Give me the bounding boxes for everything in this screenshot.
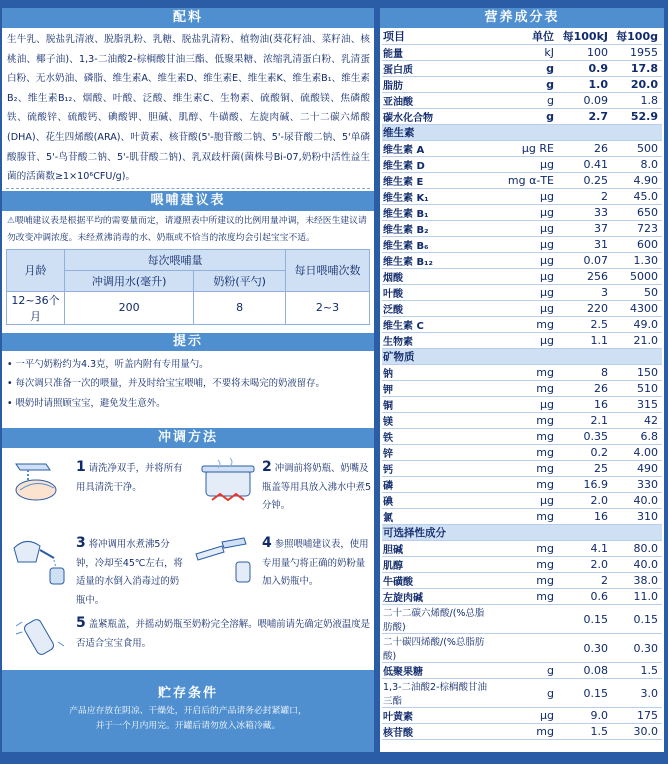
nutrient-unit: mg xyxy=(490,365,560,381)
value-per-100kj: 4.1 xyxy=(560,541,612,557)
optional-section xyxy=(382,525,662,541)
value-per-100g: 0.15 xyxy=(612,605,662,634)
value-per-100kj: 0.15 xyxy=(560,679,612,708)
value-per-100g: 52.9 xyxy=(612,109,662,125)
nutrient-name: 钠 xyxy=(382,365,490,381)
feeding-note xyxy=(2,211,374,249)
nutrient-unit: μg xyxy=(490,237,560,253)
nutrient-name: 维生素 K₁ xyxy=(382,189,490,205)
value-per-100g: 330 xyxy=(612,477,662,493)
value-per-100kj: 25 xyxy=(560,461,612,477)
value-per-100kj: 1.5 xyxy=(560,724,612,740)
value-per-100kj: 37 xyxy=(560,221,612,237)
nutrient-name: 维生素 C xyxy=(382,317,490,333)
nutrient-unit: μg xyxy=(490,285,560,301)
nutrient-name: 磷 xyxy=(382,477,490,493)
value-per-100kj: 256 xyxy=(560,269,612,285)
nutrient-name: 牛磺酸 xyxy=(382,573,490,589)
nutrient-name: 胆碱 xyxy=(382,541,490,557)
nutrition-row xyxy=(382,141,662,157)
value-per-100kj: 16 xyxy=(560,397,612,413)
value-per-100g: 20.0 xyxy=(612,77,662,93)
nutrient-name: 铜 xyxy=(382,397,490,413)
nutrient-name: 维生素 B₁₂ xyxy=(382,253,490,269)
divider xyxy=(6,188,370,189)
nutrient-name: 钙 xyxy=(382,461,490,477)
nutrition-row xyxy=(382,429,662,445)
row-age: 12~36个月 xyxy=(7,291,65,324)
nutrient-unit: μg xyxy=(490,221,560,237)
nutrition-row xyxy=(382,45,662,61)
value-per-100kj: 0.15 xyxy=(560,605,612,634)
value-per-100kj: 0.30 xyxy=(560,634,612,663)
value-per-100kj: 0.09 xyxy=(560,93,612,109)
value-per-100g: 600 xyxy=(612,237,662,253)
value-per-100g: 8.0 xyxy=(612,157,662,173)
measuring-scoop-icon xyxy=(192,532,260,586)
left-panel xyxy=(2,8,374,752)
nutrient-unit: kJ xyxy=(490,45,560,61)
value-per-100kj: 0.2 xyxy=(560,445,612,461)
hand-washing-icon xyxy=(6,456,74,504)
nutrition-row xyxy=(382,605,662,634)
value-per-100g: 500 xyxy=(612,141,662,157)
value-per-100kj: 2 xyxy=(560,189,612,205)
nutrition-row xyxy=(382,573,662,589)
value-per-100g: 1.30 xyxy=(612,253,662,269)
ingredients-heading: 配料 xyxy=(2,8,374,28)
value-per-100g: 3.0 xyxy=(612,679,662,708)
value-per-100kj: 26 xyxy=(560,381,612,397)
nutrient-name: 左旋肉碱 xyxy=(382,589,490,605)
tips-list xyxy=(2,351,374,414)
nutrition-row xyxy=(382,317,662,333)
feeding-heading: 喂哺建议表 xyxy=(2,191,374,211)
nutrition-row xyxy=(382,253,662,269)
value-per-100g: 42 xyxy=(612,413,662,429)
nutrition-row xyxy=(382,93,662,109)
nutrient-unit: g xyxy=(490,679,560,708)
nutrition-header-row xyxy=(382,28,662,45)
nutrition-row xyxy=(382,413,662,429)
tip-item: • 每次调只准备一次的喂量，并及时给宝宝喂哺，不要将未喝完的奶液留存。 xyxy=(7,374,370,394)
nutrition-row xyxy=(382,634,662,663)
value-per-100kj: 8 xyxy=(560,365,612,381)
row-daily: 2~3 xyxy=(286,291,370,324)
vitamins-section-label: 维生素 xyxy=(382,125,662,141)
nutrient-name: 叶酸 xyxy=(382,285,490,301)
nutrition-row xyxy=(382,445,662,461)
value-per-100g: 315 xyxy=(612,397,662,413)
header-age: 月龄 xyxy=(7,249,65,291)
value-per-100kj: 2.5 xyxy=(560,317,612,333)
row-powder: 8 xyxy=(194,291,286,324)
nutrition-row xyxy=(382,189,662,205)
value-per-100kj: 2.0 xyxy=(560,493,612,509)
value-per-100g: 5000 xyxy=(612,269,662,285)
nutrition-row xyxy=(382,285,662,301)
nutrition-row xyxy=(382,557,662,573)
nutrition-row xyxy=(382,724,662,740)
nutrient-name: 脂肪 xyxy=(382,77,490,93)
header-powder: 奶粉(平勺) xyxy=(194,270,286,291)
nutrition-row xyxy=(382,663,662,679)
nutrient-unit: g xyxy=(490,93,560,109)
minerals-section-label: 矿物质 xyxy=(382,349,662,365)
nutrition-row xyxy=(382,708,662,724)
nutrient-name: 亚油酸 xyxy=(382,93,490,109)
value-per-100kj: 16 xyxy=(560,509,612,525)
nutrient-name: 1,3-二油酸2-棕榈酸甘油三酯 xyxy=(382,679,490,708)
nutrition-row xyxy=(382,477,662,493)
storage-line-1: 产品应存放在阴凉、干燥处，开启后的产品请务必封紧罐口， xyxy=(69,706,307,716)
value-per-100kj: 2.0 xyxy=(560,557,612,573)
nutrient-name: 泛酸 xyxy=(382,301,490,317)
nutrient-unit: mg xyxy=(490,557,560,573)
nutrient-unit: μg xyxy=(490,269,560,285)
header-per-feed: 每次喂哺量 xyxy=(65,249,286,270)
nutrition-row xyxy=(382,541,662,557)
nutrition-row xyxy=(382,333,662,349)
nutrition-row xyxy=(382,269,662,285)
value-per-100g: 4.90 xyxy=(612,173,662,189)
storage-title: 贮存条件 xyxy=(157,686,218,701)
nutrient-name: 蛋白质 xyxy=(382,61,490,77)
value-per-100kj: 100 xyxy=(560,45,612,61)
nutrient-unit: mg xyxy=(490,413,560,429)
value-per-100kj: 33 xyxy=(560,205,612,221)
value-per-100kj: 31 xyxy=(560,237,612,253)
nutrient-name: 维生素 E xyxy=(382,173,490,189)
nutrient-unit: μg xyxy=(490,397,560,413)
feeding-note-text: 喂哺建议表是根据平均的需要量而定，请遵照表中所建议的比例用量冲调，未经医生建议请勿改变冲调浓度。未经煮沸消毒的水、奶瓶或不恰当的浓度均会引起宝宝不适。 xyxy=(7,215,367,243)
nutrition-row xyxy=(382,109,662,125)
nutrient-name: 铁 xyxy=(382,429,490,445)
value-per-100g: 723 xyxy=(612,221,662,237)
value-per-100g: 21.0 xyxy=(612,333,662,349)
nutrient-name: 镁 xyxy=(382,413,490,429)
feeding-table xyxy=(6,249,370,325)
value-per-100g: 50 xyxy=(612,285,662,301)
value-per-100g: 11.0 xyxy=(612,589,662,605)
prep-step-2: 2 冲调前将奶瓶、奶嘴及瓶盖等用具放入沸水中煮5分钟。 xyxy=(262,459,372,511)
nutrient-name: 维生素 B₆ xyxy=(382,237,490,253)
nutrient-unit: g xyxy=(490,61,560,77)
value-per-100kj: 每100kJ xyxy=(560,28,612,45)
value-per-100kj: 2 xyxy=(560,573,612,589)
value-per-100kj: 3 xyxy=(560,285,612,301)
value-per-100g: 40.0 xyxy=(612,493,662,509)
value-per-100g: 每100g xyxy=(612,28,662,45)
nutrient-name: 碳水化合物 xyxy=(382,109,490,125)
nutrient-unit: μg xyxy=(490,301,560,317)
value-per-100g: 4300 xyxy=(612,301,662,317)
value-per-100kj: 1.0 xyxy=(560,77,612,93)
nutrition-row xyxy=(382,381,662,397)
value-per-100g: 490 xyxy=(612,461,662,477)
shaking-bottle-icon xyxy=(12,612,74,662)
value-per-100kj: 0.6 xyxy=(560,589,612,605)
nutrient-unit: μg RE xyxy=(490,141,560,157)
nutrient-unit: μg xyxy=(490,157,560,173)
value-per-100g: 175 xyxy=(612,708,662,724)
value-per-100g: 510 xyxy=(612,381,662,397)
value-per-100kj: 0.41 xyxy=(560,157,612,173)
nutrient-unit xyxy=(490,634,560,663)
value-per-100g: 1955 xyxy=(612,45,662,61)
nutrient-unit: mg xyxy=(490,724,560,740)
header-water: 冲调用水(毫升) xyxy=(65,270,194,291)
nutrient-name: 烟酸 xyxy=(382,269,490,285)
value-per-100g: 4.00 xyxy=(612,445,662,461)
nutrient-name: 碘 xyxy=(382,493,490,509)
nutrient-unit: mg xyxy=(490,541,560,557)
nutrition-table xyxy=(382,28,662,740)
nutrition-panel xyxy=(380,8,664,752)
value-per-100kj: 16.9 xyxy=(560,477,612,493)
value-per-100g: 6.8 xyxy=(612,429,662,445)
nutrition-row xyxy=(382,509,662,525)
nutrient-name: 叶黄素 xyxy=(382,708,490,724)
nutrient-name: 肌醇 xyxy=(382,557,490,573)
nutrition-row xyxy=(382,237,662,253)
row-water: 200 xyxy=(65,291,194,324)
nutrient-unit: μg xyxy=(490,189,560,205)
nutrient-unit: mg xyxy=(490,381,560,397)
optional-section-label: 可选择性成分 xyxy=(382,525,662,541)
nutrient-unit xyxy=(490,605,560,634)
nutrient-unit: μg xyxy=(490,205,560,221)
nutrient-unit: mg xyxy=(490,509,560,525)
prep-step-1: 1 请洗净双手，并将所有用具清洗干净。 xyxy=(76,459,183,493)
value-per-100kj: 2.7 xyxy=(560,109,612,125)
value-per-100g: 49.0 xyxy=(612,317,662,333)
nutrient-name: 能量 xyxy=(382,45,490,61)
boiling-pot-icon xyxy=(198,456,262,506)
nutrient-name: 维生素 B₂ xyxy=(382,221,490,237)
nutrient-name: 维生素 A xyxy=(382,141,490,157)
nutrient-name: 二十二碳六烯酸/(%总脂肪酸) xyxy=(382,605,490,634)
value-per-100g: 1.5 xyxy=(612,663,662,679)
value-per-100kj: 0.35 xyxy=(560,429,612,445)
nutrient-unit: mg xyxy=(490,317,560,333)
nutrient-unit: μg xyxy=(490,253,560,269)
nutrition-row xyxy=(382,397,662,413)
nutrition-row xyxy=(382,205,662,221)
tip-item: • 一平勺奶粉约为4.3克，听盖内附有专用量勺。 xyxy=(7,355,370,375)
nutrient-name: 二十碳四烯酸/(%总脂肪酸) xyxy=(382,634,490,663)
value-per-100kj: 9.0 xyxy=(560,708,612,724)
nutrition-row xyxy=(382,365,662,381)
value-per-100g: 1.8 xyxy=(612,93,662,109)
nutrient-name: 钾 xyxy=(382,381,490,397)
value-per-100g: 38.0 xyxy=(612,573,662,589)
value-per-100kj: 0.08 xyxy=(560,663,612,679)
nutrition-heading: 营养成分表 xyxy=(380,8,664,28)
value-per-100g: 80.0 xyxy=(612,541,662,557)
nutrient-unit: g xyxy=(490,77,560,93)
nutrient-unit: g xyxy=(490,663,560,679)
nutrient-unit: mg xyxy=(490,589,560,605)
minerals-section xyxy=(382,349,662,365)
value-per-100g: 650 xyxy=(612,205,662,221)
value-per-100g: 40.0 xyxy=(612,557,662,573)
nutrient-unit: mg xyxy=(490,477,560,493)
value-per-100g: 150 xyxy=(612,365,662,381)
nutrient-unit: 单位 xyxy=(490,28,560,45)
value-per-100g: 30.0 xyxy=(612,724,662,740)
nutrition-row xyxy=(382,221,662,237)
value-per-100g: 0.30 xyxy=(612,634,662,663)
nutrient-name: 核苷酸 xyxy=(382,724,490,740)
storage-line-2: 并于一个月内用完。开罐后请勿放入冰箱冷藏。 xyxy=(95,721,281,731)
nutrient-name: 氯 xyxy=(382,509,490,525)
nutrient-name: 锌 xyxy=(382,445,490,461)
nutrient-name: 维生素 D xyxy=(382,157,490,173)
nutrient-unit: mg xyxy=(490,445,560,461)
vitamins-section xyxy=(382,125,662,141)
tip-item: • 喂奶时请照顾宝宝，避免发生意外。 xyxy=(7,394,370,414)
nutrition-row xyxy=(382,493,662,509)
value-per-100g: 17.8 xyxy=(612,61,662,77)
value-per-100kj: 0.9 xyxy=(560,61,612,77)
nutrition-row xyxy=(382,77,662,93)
prep-step-5: 5 盖紧瓶盖，并摇动奶瓶至奶粉完全溶解。喂哺前请先确定奶液温度是否适合宝宝食用。 xyxy=(76,615,371,649)
nutrient-name: 低聚果糖 xyxy=(382,663,490,679)
nutrition-row xyxy=(382,173,662,189)
nutrient-name: 维生素 B₁ xyxy=(382,205,490,221)
nutrient-unit: mg xyxy=(490,429,560,445)
value-per-100kj: 0.25 xyxy=(560,173,612,189)
nutrient-unit: g xyxy=(490,109,560,125)
kettle-pouring-icon xyxy=(6,532,76,586)
nutrition-row xyxy=(382,589,662,605)
prep-heading: 冲调方法 xyxy=(2,428,374,448)
nutrition-row xyxy=(382,61,662,77)
nutrient-unit: mg xyxy=(490,573,560,589)
nutrition-row xyxy=(382,301,662,317)
value-per-100kj: 1.1 xyxy=(560,333,612,349)
nutrient-name: 项目 xyxy=(382,28,490,45)
nutrient-name: 生物素 xyxy=(382,333,490,349)
value-per-100g: 310 xyxy=(612,509,662,525)
nutrient-unit: mg α-TE xyxy=(490,173,560,189)
tips-heading: 提示 xyxy=(2,333,374,351)
value-per-100g: 45.0 xyxy=(612,189,662,205)
nutrition-row xyxy=(382,679,662,708)
nutrient-unit: mg xyxy=(490,461,560,477)
value-per-100kj: 2.1 xyxy=(560,413,612,429)
value-per-100kj: 0.07 xyxy=(560,253,612,269)
nutrient-unit: μg xyxy=(490,333,560,349)
ingredients-text: 生牛乳、脱盐乳清液、脱脂乳粉、乳糖、脱盐乳清粉、植物油(葵花籽油、菜籽油、核桃油、椰子油)、1,3-二油酸2-棕榈酸甘油三酯、低聚果糖、浓缩乳清蛋白粉、乳清蛋白粉、无水奶油、磷脂、维生素A、维生素D、维生素E、维生素K、维生素B₁、维生素B₂、维生素B₁₂、烟酸、叶酸、泛酸、维生素C、生物素、硫酸铜、硫酸镁、焦磷酸铁、硫酸锌、硫酸钙、碘酸钾、胆碱、肌醇、牛磺酸、左旋肉碱、二十二碳六烯酸(DHA)、花生四烯酸(ARA)、叶黄素、核苷酸(5'-胞苷酸二钠、5'-尿苷酸二钠、5'单磷酸腺苷、5'-鸟苷酸二钠、5'-肌苷酸二钠)、乳双歧杆菌(菌株号Bi-07,奶粉中活性益生菌的活菌数≥1×10⁶CFU/g)。 xyxy=(7,34,370,183)
storage-box xyxy=(2,670,374,752)
nutrition-row xyxy=(382,461,662,477)
prep-step-4: 4 参照喂哺建议表，使用专用量勺将正确的奶粉量加入奶瓶中。 xyxy=(262,535,369,587)
warning-icon: ⚠ xyxy=(7,215,15,226)
prep-step-3: 3 将冲调用水煮沸5分钟，冷却至45℃左右，将适量的水倒入消毒过的奶瓶中。 xyxy=(76,535,183,606)
value-per-100kj: 26 xyxy=(560,141,612,157)
nutrient-unit: μg xyxy=(490,708,560,724)
header-daily: 每日喂哺次数 xyxy=(286,249,370,291)
nutrition-row xyxy=(382,157,662,173)
nutrient-unit: μg xyxy=(490,493,560,509)
value-per-100kj: 220 xyxy=(560,301,612,317)
